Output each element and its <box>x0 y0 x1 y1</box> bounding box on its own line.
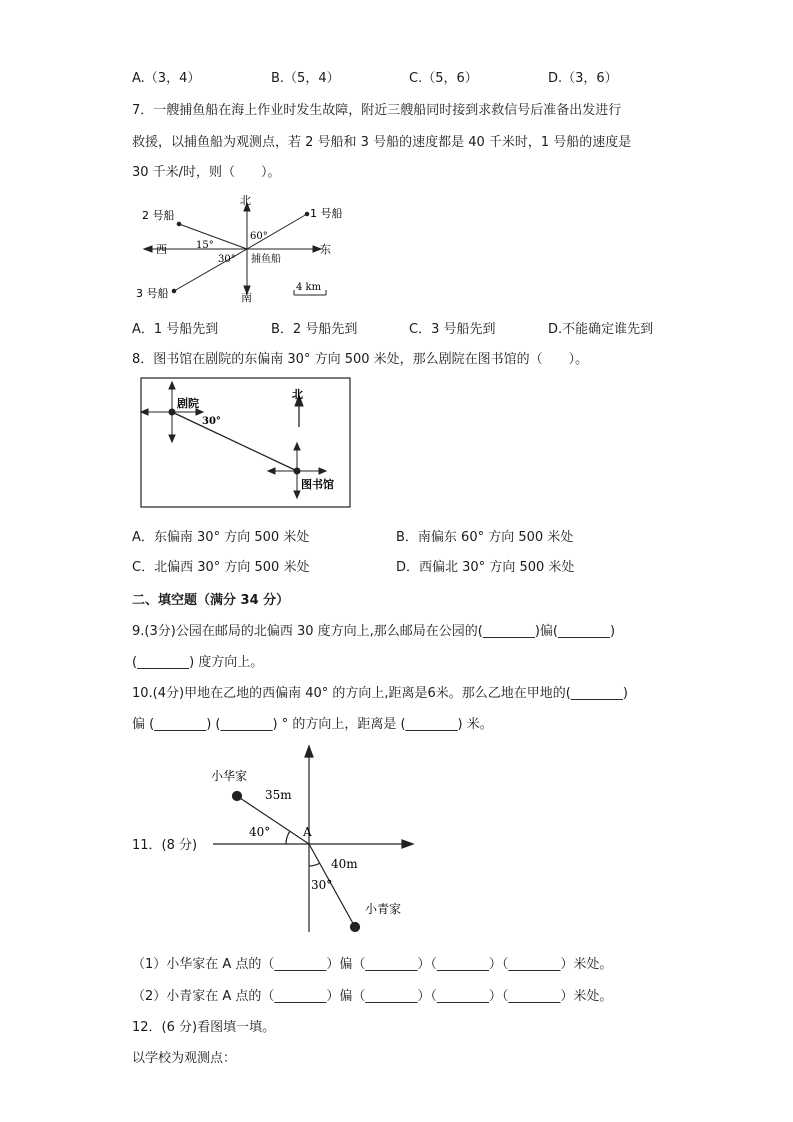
q6-option-d: D.（3，6） <box>548 71 618 86</box>
q7-angle30-label: 30° <box>218 254 236 265</box>
q7-angle60-label: 60° <box>250 231 268 242</box>
q9-line1: 9.(3分)公园在邮局的北偏西 30 度方向上,那么邮局在公园的(________)偏(________) <box>132 624 616 639</box>
q8-north-label: 北 <box>292 388 303 401</box>
q11-sub1: （1）小华家在 A 点的（________）偏（________）（________）（________）米处。 <box>132 957 613 972</box>
q6-option-c: C.（5，6） <box>409 71 478 86</box>
q8-option-d: D．西偏北 30° 方向 500 米处 <box>396 560 575 575</box>
q7-west-label: 西 <box>156 243 167 256</box>
q10-line1: 10.(4分)甲地在乙地的西偏南 40° 的方向上,距离是6米。那么乙地在甲地的(________) <box>132 686 628 701</box>
q8-theater-label: 剧院 <box>177 397 199 410</box>
q7-angle15-label: 15° <box>196 240 214 251</box>
q7-ship3-label: 3 号船 <box>136 287 169 300</box>
q8-stem: 8．图书馆在剧院的东偏南 30° 方向 500 米处，那么剧院在图书馆的（ ）。 <box>132 352 589 367</box>
section2-title: 二、填空题（满分 34 分） <box>132 593 290 608</box>
q11-d40-label: 40m <box>331 857 358 871</box>
q11-label: 11．(8 分) <box>132 838 198 853</box>
q11-figure <box>205 742 420 936</box>
q7-compass-figure <box>130 193 360 305</box>
q7-stem-line1: 7．一艘捕鱼船在海上作业时发生故障，附近三艘船同时接到求救信号后准备出发进行 <box>132 103 622 118</box>
q6-option-a: A.（3，4） <box>132 71 201 86</box>
q12-stem: 12．(6 分)看图填一填。 <box>132 1020 276 1035</box>
q11-xiaohua-label: 小华家 <box>211 769 248 783</box>
q11-a30-label: 30° <box>311 878 333 892</box>
q7-option-b: B．2 号船先到 <box>271 322 358 337</box>
q7-center-label: 捕鱼船 <box>251 254 281 265</box>
q8-option-a: A．东偏南 30° 方向 500 米处 <box>132 530 310 545</box>
q10-line2: 偏 (________) (________) ° 的方向上，距离是 (________) 米。 <box>132 717 493 732</box>
q7-scale-label: 4 km <box>296 282 322 293</box>
q7-option-c: C．3 号船先到 <box>409 322 496 337</box>
q7-option-a: A．1 号船先到 <box>132 322 219 337</box>
q7-stem-line2: 救援，以捕鱼船为观测点，若 2 号船和 3 号船的速度都是 40 千米时，1 号船的速度是 <box>132 135 632 150</box>
q7-north-label: 北 <box>240 194 251 207</box>
q11-point-label: A <box>303 825 312 839</box>
q8-option-c: C．北偏西 30° 方向 500 米处 <box>132 560 310 575</box>
q8-angle-label: 30° <box>202 416 221 427</box>
q11-xiaoqing-label: 小青家 <box>365 902 402 916</box>
q7-option-d: D.不能确定谁先到 <box>548 322 654 337</box>
q7-ship1-label: 1 号船 <box>310 207 343 220</box>
q7-ship2-label: 2 号船 <box>142 209 175 222</box>
q11-a40-label: 40° <box>249 825 271 839</box>
q7-south-label: 南 <box>241 291 252 304</box>
q8-library-label: 图书馆 <box>301 478 334 491</box>
q7-stem-line3: 30 千米/时，则（ ）。 <box>132 165 281 180</box>
q11-d35-label: 35m <box>265 788 292 802</box>
q8-map-figure <box>140 377 352 509</box>
q6-option-b: B.（5，4） <box>271 71 340 86</box>
q7-east-label: 东 <box>320 243 331 256</box>
q11-sub2: （2）小青家在 A 点的（________）偏（________）（________）（________）米处。 <box>132 989 613 1004</box>
q8-option-b: B．南偏东 60° 方向 500 米处 <box>396 530 574 545</box>
q9-line2: (________) 度方向上。 <box>132 655 264 670</box>
q12-line2: 以学校为观测点： <box>132 1051 237 1066</box>
